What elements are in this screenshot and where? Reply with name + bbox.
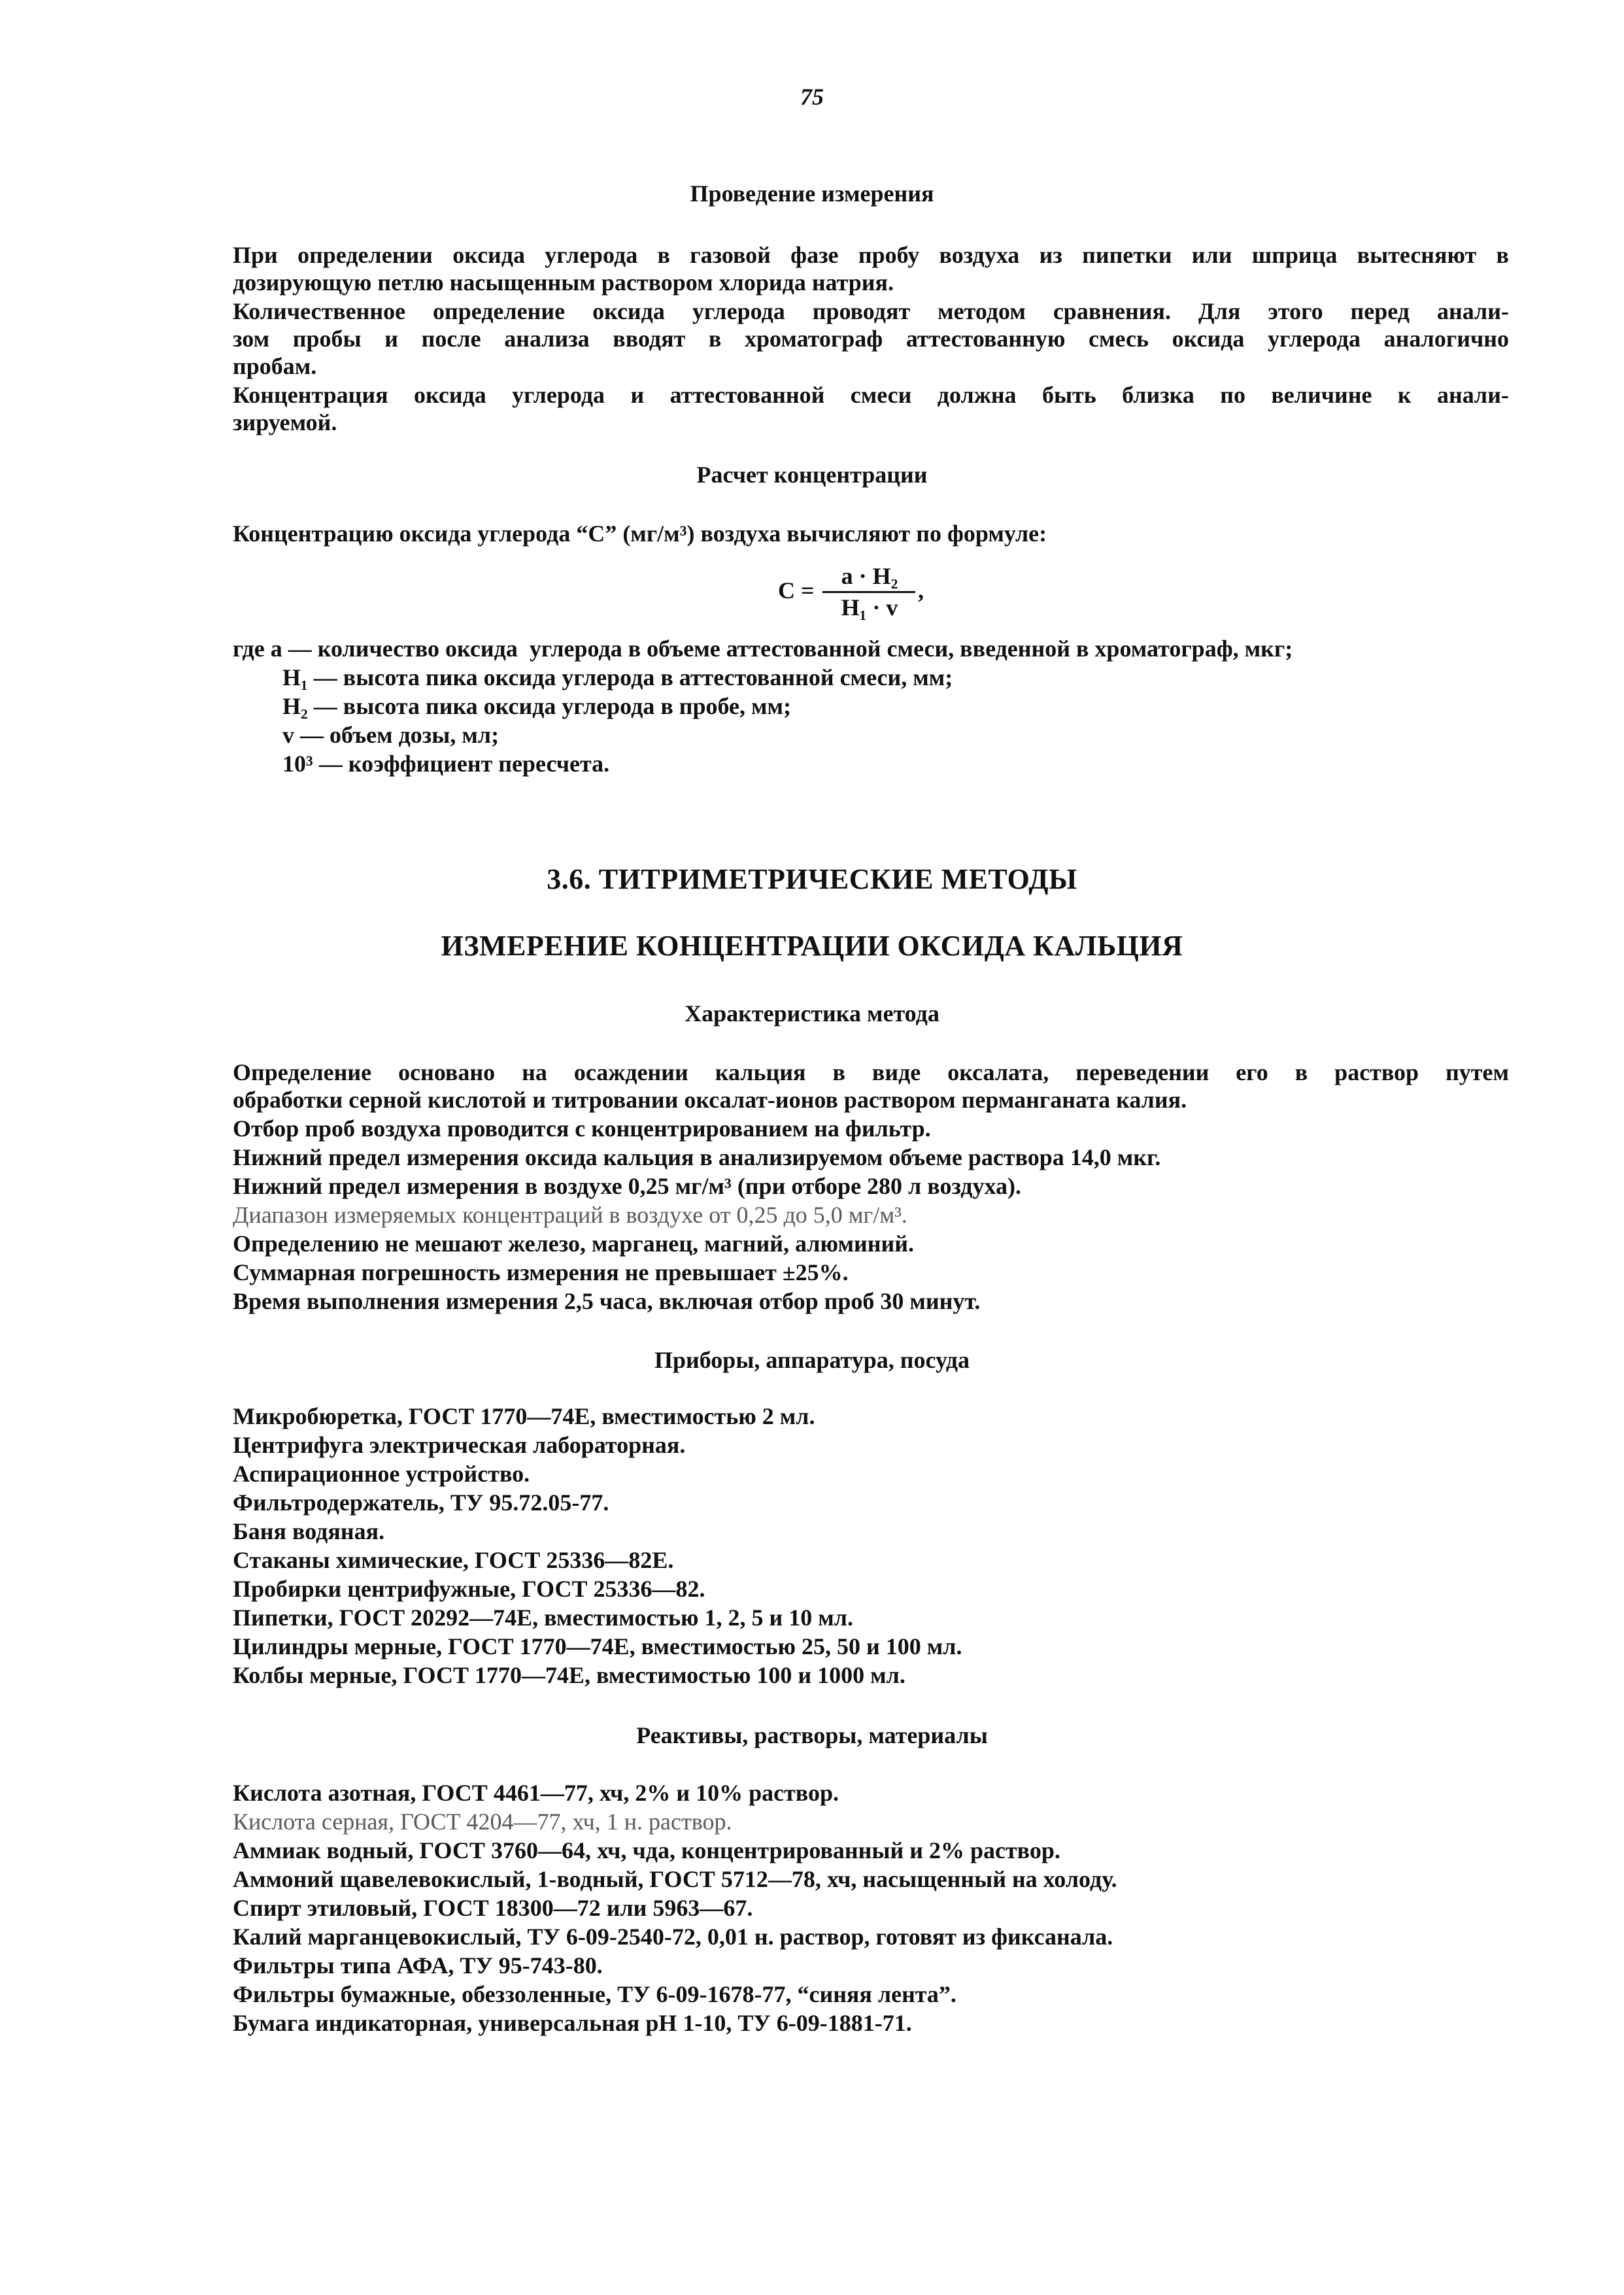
legend-line: Н₁ — высота пика оксида углерода в аттестованной смеси, мм;	[282, 664, 953, 690]
fraction-bar	[822, 591, 915, 593]
formula-denominator: Н₁ · v	[841, 594, 898, 620]
section-title: 3.6. ТИТРИМЕТРИЧЕСКИЕ МЕТОДЫ	[547, 863, 1077, 895]
equipment-item: Колбы мерные, ГОСТ 1770—74Е, вместимостью 100 и 1000 мл.	[233, 1662, 905, 1688]
legend-line: v — объем дозы, мл;	[282, 722, 499, 748]
characteristic-line: Суммарная погрешность измерения не превышает ±25%.	[233, 1259, 849, 1285]
reagent-item: Спирт этиловый, ГОСТ 18300—72 или 5963—67.	[233, 1895, 753, 1921]
method-characteristics-heading: Характеристика метода	[685, 1000, 939, 1027]
paragraph-line: пробам.	[233, 353, 317, 379]
equipment-item: Баня водяная.	[233, 1518, 385, 1544]
section-heading-measurement: Проведение измерения	[690, 180, 934, 207]
equipment-item: Цилиндры мерные, ГОСТ 1770—74Е, вместимостью 25, 50 и 100 мл.	[233, 1633, 962, 1659]
reagent-item: Кислота азотная, ГОСТ 4461—77, хч, 2% и 10% раствор.	[233, 1780, 839, 1806]
paragraph-line: Определение основано на осаждении кальция в виде оксалата, переведении его в раствор путем	[233, 1059, 1509, 1085]
paragraph-line: Концентрация оксида углерода и аттестованной смеси должна быть близка по величине к анали-	[233, 382, 1509, 408]
paragraph-line: Количественное определение оксида углерода проводят методом сравнения. Для этого перед анали-	[233, 298, 1509, 324]
reagent-item: Аммоний щавелевокислый, 1-водный, ГОСТ 5712—78, хч, насыщенный на холоду.	[233, 1866, 1117, 1892]
legend-line: где а — количество оксида углерода в объеме аттестованной смеси, введенной в хроматограф, мкг;	[233, 636, 1293, 662]
formula-numerator: а · Н₂	[841, 563, 898, 589]
paragraph-line: дозирующую петлю насыщенным раствором хлорида натрия.	[233, 269, 894, 296]
reagent-item: Фильтры бумажные, обеззоленные, ТУ 6-09-1678-77, “синяя лента”.	[233, 1981, 956, 2007]
characteristic-line: Нижний предел измерения оксида кальция в анализируемом объеме раствора 14,0 мкг.	[233, 1144, 1161, 1170]
characteristic-line: Диапазон измеряемых концентраций в воздухе от 0,25 до 5,0 мг/м³.	[233, 1202, 907, 1228]
reagent-item: Бумага индикаторная, универсальная pH 1-10, ТУ 6-09-1881-71.	[233, 2010, 912, 2036]
equipment-item: Фильтродержатель, ТУ 95.72.05-77.	[233, 1489, 609, 1516]
equipment-heading: Приборы, аппаратура, посуда	[654, 1347, 970, 1373]
equipment-item: Аспирационное устройство.	[233, 1461, 530, 1487]
characteristic-line: Определению не мешают железо, марганец, магний, алюминий.	[233, 1231, 914, 1257]
paragraph-line: обработки серной кислотой и титровании оксалат-ионов раствором перманганата калия.	[233, 1087, 1187, 1113]
formula-intro: Концентрацию оксида углерода “С” (мг/м³) воздуха вычисляют по формуле:	[233, 520, 1047, 547]
reagent-item: Фильтры типа АФА, ТУ 95-743-80.	[233, 1952, 603, 1979]
equipment-item: Микробюретка, ГОСТ 1770—74Е, вместимостью 2 мл.	[233, 1403, 815, 1429]
equipment-item: Стаканы химические, ГОСТ 25336—82Е.	[233, 1547, 674, 1573]
characteristic-line: Время выполнения измерения 2,5 часа, включая отбор проб 30 минут.	[233, 1288, 981, 1314]
reagent-item: Аммиак водный, ГОСТ 3760—64, хч, чда, концентрированный и 2% раствор.	[233, 1837, 1060, 1863]
formula-lhs: С =	[778, 577, 815, 604]
reagent-item: Калий марганцевокислый, ТУ 6-09-2540-72, 0,01 н. раствор, готовят из фиксанала.	[233, 1924, 1113, 1950]
equipment-item: Пробирки центрифужные, ГОСТ 25336—82.	[233, 1576, 705, 1602]
characteristic-line: Нижний предел измерения в воздухе 0,25 мг/м³ (при отборе 280 л воздуха).	[233, 1173, 1021, 1199]
paragraph-line: При определении оксида углерода в газовой фазе пробу воздуха из пипетки или шприца вытесняют в	[233, 242, 1509, 268]
legend-line: 10³ — коэффициент пересчета.	[282, 751, 610, 777]
section-heading-calculation: Расчет концентрации	[696, 462, 928, 488]
section-subtitle: ИЗМЕРЕНИЕ КОНЦЕНТРАЦИИ ОКСИДА КАЛЬЦИЯ	[441, 930, 1183, 962]
characteristic-line: Отбор проб воздуха проводится с концентрированием на фильтр.	[233, 1115, 931, 1142]
equipment-item: Центрифуга электрическая лабораторная.	[233, 1432, 686, 1458]
page-number: 75	[800, 84, 824, 110]
legend-line: Н₂ — высота пика оксида углерода в пробе, мм;	[282, 693, 792, 719]
reagents-heading: Реактивы, растворы, материалы	[636, 1722, 988, 1748]
concentration-formula	[778, 562, 974, 634]
reagent-item: Кислота серная, ГОСТ 4204—77, хч, 1 н. раствор.	[233, 1809, 732, 1835]
paragraph-line: зом пробы и после анализа вводят в хроматограф аттестованную смесь оксида углерода аналогично	[233, 326, 1509, 352]
formula-trail: ,	[918, 577, 924, 604]
paragraph-line: зируемой.	[233, 409, 337, 435]
equipment-item: Пипетки, ГОСТ 20292—74Е, вместимостью 1, 2, 5 и 10 мл.	[233, 1605, 853, 1631]
